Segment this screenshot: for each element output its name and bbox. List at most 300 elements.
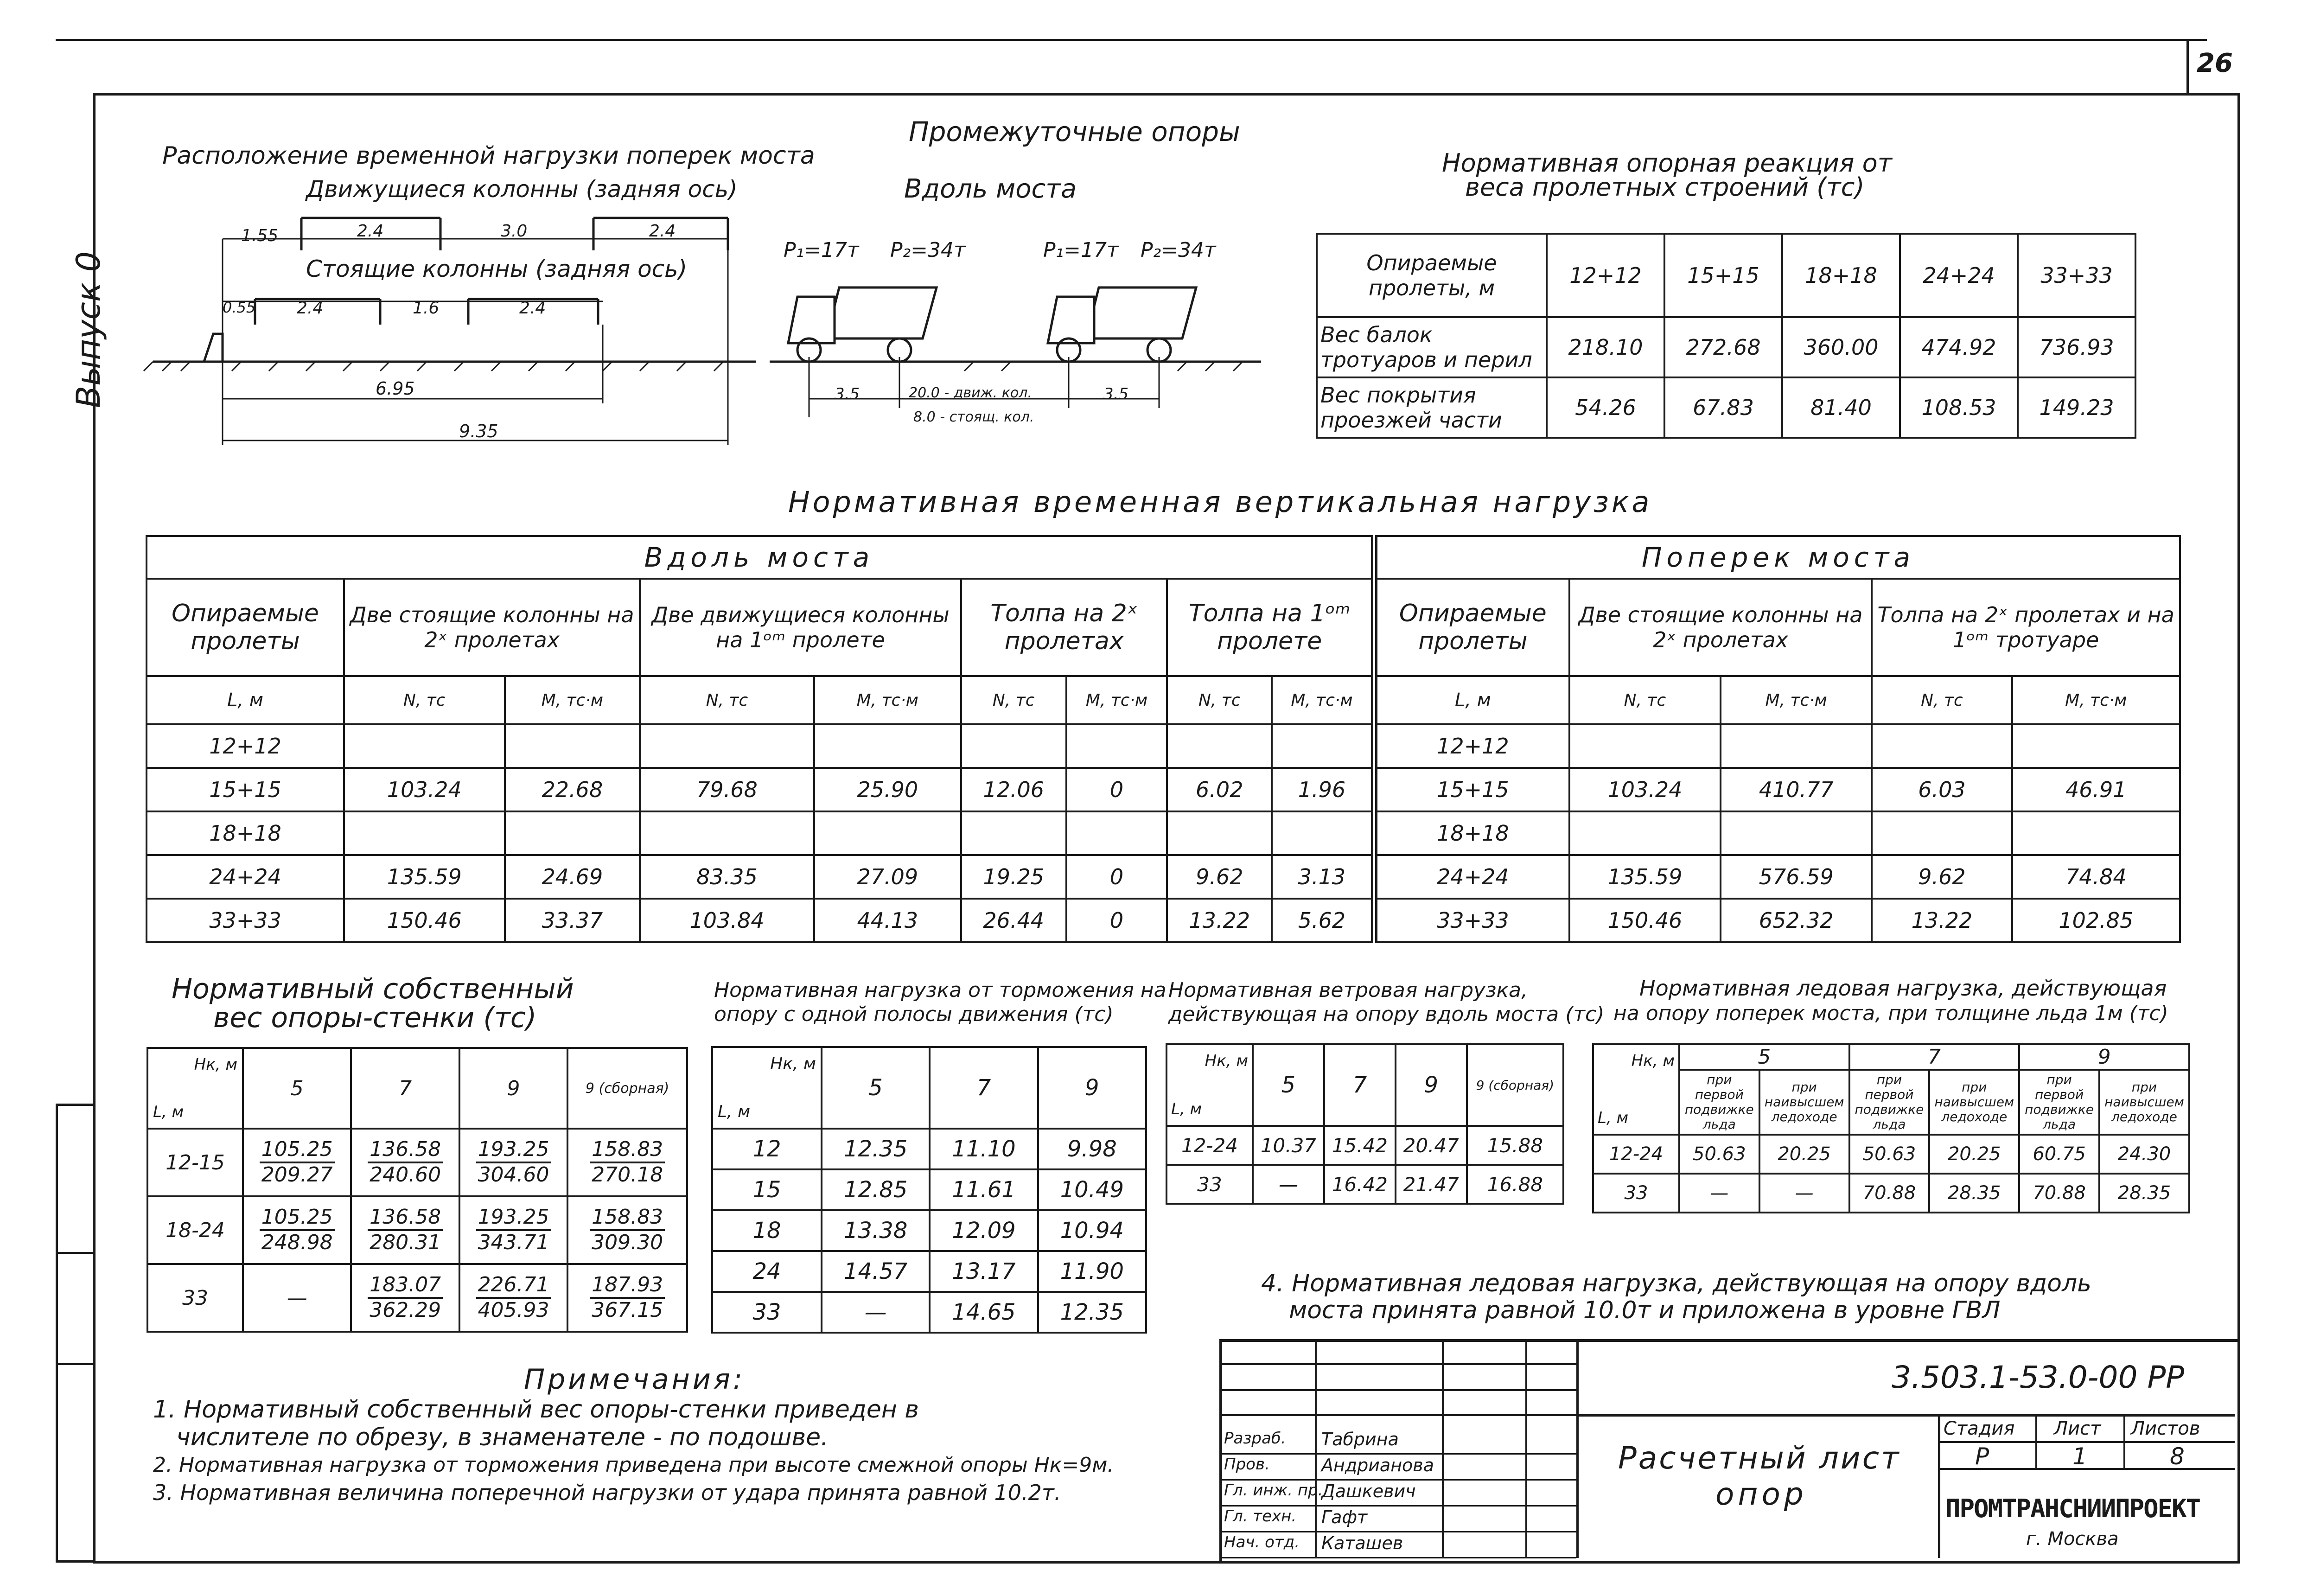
selfw-header: 9 xyxy=(459,1048,567,1129)
stamp-stage-header: Стадия xyxy=(1944,1418,2015,1439)
vload-cell: 18+18 xyxy=(147,811,344,855)
selfw-table xyxy=(147,1047,688,1333)
ice-title-2: на опору поперек моста, при толщине льда 1м (тс) xyxy=(1613,1002,2168,1025)
vload-cell: 26.44 xyxy=(961,899,1066,942)
selfw-numerator: 136.58 xyxy=(368,1138,443,1163)
selfw-numerator: 193.25 xyxy=(476,1138,551,1163)
vload-unit: M, тс·м xyxy=(814,676,961,724)
ice-group: 7 xyxy=(1849,1044,2020,1070)
left-binding-strip xyxy=(56,1104,95,1563)
reaction-header-cell: 12+12 xyxy=(1547,234,1664,317)
vload-cell: 6.03 xyxy=(1872,768,2012,811)
ice-cell: 50.63 xyxy=(1679,1135,1759,1174)
vload-cell: 102.85 xyxy=(2012,899,2180,942)
brake-corner-bottom: L, м xyxy=(718,1102,751,1121)
vload-group: Толпа на 2ˣ пролетах xyxy=(961,579,1167,676)
brake-cell: 13.17 xyxy=(930,1251,1038,1292)
selfw-corner xyxy=(147,1048,243,1129)
vload-cell: 13.22 xyxy=(1167,899,1272,942)
vload-cell: 33+33 xyxy=(147,899,344,942)
load-p1b: P₁=17т xyxy=(1043,238,1119,262)
dim-top-1: 1.55 xyxy=(241,226,279,245)
title-block-hline xyxy=(1219,1414,1576,1416)
scheme-across-title: Расположение временной нагрузки поперек моста xyxy=(162,142,815,170)
brake-cell: 15 xyxy=(712,1169,822,1210)
brake-cell: 24 xyxy=(712,1251,822,1292)
selfw-fraction xyxy=(590,1273,665,1322)
stamp-role: Нач. отд. xyxy=(1224,1533,1300,1551)
selfw-fraction xyxy=(368,1206,443,1254)
stamp-grid-lines xyxy=(1219,1363,1576,1365)
vload-cell xyxy=(1272,811,1374,855)
table-row xyxy=(147,811,2180,855)
vload-cell: 0 xyxy=(1066,855,1167,899)
wind-cell: 33 xyxy=(1166,1165,1253,1204)
reaction-cell: 149.23 xyxy=(2018,377,2135,438)
vload-cell xyxy=(1167,724,1272,768)
reaction-cell: 360.00 xyxy=(1782,317,1900,377)
vload-cell xyxy=(640,724,814,768)
brake-cell: 9.98 xyxy=(1038,1129,1146,1169)
vload-cell: 9.62 xyxy=(1872,855,2012,899)
brake-cell: 12.85 xyxy=(822,1169,930,1210)
vload-cell: 410.77 xyxy=(1721,768,1872,811)
vload-cell xyxy=(814,811,961,855)
selfw-cell xyxy=(243,1264,351,1332)
title-block-vline xyxy=(2123,1414,2125,1468)
selfw-value: — xyxy=(287,1286,307,1310)
selfw-cell xyxy=(351,1264,459,1332)
reaction-header-cell: 33+33 xyxy=(2018,234,2135,317)
vload-group: Две стоящие колонны на 2ˣ пролетах xyxy=(344,579,640,676)
dim-top-2: 2.4 xyxy=(357,222,384,241)
vload-cell xyxy=(2012,811,2180,855)
selfw-corner-top: Hк, м xyxy=(194,1055,237,1074)
selfw-fraction xyxy=(590,1206,665,1254)
vload-cell: 103.84 xyxy=(640,899,814,942)
reaction-cell: 67.83 xyxy=(1664,377,1782,438)
stamp-sheet-header: Лист xyxy=(2054,1418,2101,1439)
ice-corner-top: Hк, м xyxy=(1631,1052,1675,1070)
wind-table xyxy=(1166,1043,1564,1205)
wind-cell: 21.47 xyxy=(1396,1165,1467,1204)
vload-cell: 12+12 xyxy=(1374,724,1569,768)
vload-cell: 15+15 xyxy=(1374,768,1569,811)
selfw-denominator: 240.60 xyxy=(370,1163,441,1187)
vload-across-header: Поперек моста xyxy=(1374,536,2180,579)
vload-unit: N, тс xyxy=(640,676,814,724)
selfw-numerator: 187.93 xyxy=(590,1273,665,1299)
selfw-numerator: 183.07 xyxy=(368,1273,443,1299)
vload-cell: 13.22 xyxy=(1872,899,2012,942)
selfw-cell xyxy=(243,1129,351,1196)
selfw-length: 18-24 xyxy=(147,1196,243,1264)
dim-695: 6.95 xyxy=(376,378,415,399)
ice-corner xyxy=(1593,1044,1679,1135)
load-p1a: P₁=17т xyxy=(784,238,859,262)
dim-mid-4: 2.4 xyxy=(519,299,546,318)
reaction-cell: 736.93 xyxy=(2018,317,2135,377)
brake-cell: 12.09 xyxy=(930,1210,1038,1251)
selfw-cell xyxy=(567,1129,687,1196)
vload-cell xyxy=(344,811,505,855)
vload-unit: L, м xyxy=(1374,676,1569,724)
selfw-cell xyxy=(459,1264,567,1332)
stamp-sheet: 1 xyxy=(2072,1443,2087,1470)
reaction-table xyxy=(1316,233,2136,439)
selfw-denominator: 280.31 xyxy=(370,1231,441,1254)
selfw-denominator: 309.30 xyxy=(592,1231,663,1254)
ice-cell: 28.35 xyxy=(1929,1174,2019,1213)
wind-cell: 15.88 xyxy=(1467,1126,1563,1165)
reaction-header-cell: 18+18 xyxy=(1782,234,1900,317)
selfw-cell xyxy=(351,1196,459,1264)
notes-title: Примечания: xyxy=(524,1363,746,1396)
wind-cell: 16.88 xyxy=(1467,1165,1563,1204)
vload-unit: M, тс·м xyxy=(1066,676,1167,724)
selfw-denominator: 304.60 xyxy=(478,1163,549,1187)
vload-cell: 150.46 xyxy=(1569,899,1721,942)
ice-cell: 12-24 xyxy=(1593,1135,1679,1174)
ice-cell: 50.63 xyxy=(1849,1135,1930,1174)
note-4-line-2: моста принята равной 10.0т и приложена в уровне ГВЛ xyxy=(1289,1296,2001,1324)
vload-unit: N, тс xyxy=(344,676,505,724)
ice-sub: при наивысшем ледоходе xyxy=(1759,1070,1849,1135)
vload-unit: N, тс xyxy=(1872,676,2012,724)
selfw-length: 33 xyxy=(147,1264,243,1332)
brake-cell: 11.61 xyxy=(930,1169,1038,1210)
dim-mid-3: 1.6 xyxy=(413,299,440,318)
selfw-cell xyxy=(351,1129,459,1196)
stamp-grid-vline xyxy=(1525,1339,1527,1558)
dim-top-3: 3.0 xyxy=(501,222,528,241)
vload-cell xyxy=(2012,724,2180,768)
table-row xyxy=(147,1129,687,1196)
vload-cell: 0 xyxy=(1066,768,1167,811)
selfw-fraction xyxy=(260,1206,335,1254)
wind-cell: 20.47 xyxy=(1396,1126,1467,1165)
selfw-fraction xyxy=(368,1273,443,1322)
selfw-fraction xyxy=(368,1138,443,1187)
stamp-grid-vline xyxy=(1442,1339,1444,1558)
ice-cell: 70.88 xyxy=(2019,1174,2099,1213)
vload-unit: L, м xyxy=(147,676,344,724)
vload-group: Опираемые пролеты xyxy=(1374,579,1569,676)
vload-cell: 652.32 xyxy=(1721,899,1872,942)
table-row xyxy=(712,1169,1146,1210)
vload-cell xyxy=(1569,724,1721,768)
brake-cell: 11.90 xyxy=(1038,1251,1146,1292)
side-label: Выпуск 0 xyxy=(70,251,108,408)
top-rule xyxy=(56,39,2207,41)
brake-cell: 12.35 xyxy=(822,1129,930,1169)
vload-cell: 135.59 xyxy=(1569,855,1721,899)
reaction-cell: 108.53 xyxy=(1900,377,2018,438)
dim-mid-1: 0.55 xyxy=(223,299,256,316)
dim-top-4: 2.4 xyxy=(649,222,676,241)
selfw-numerator: 136.58 xyxy=(368,1206,443,1231)
table-row xyxy=(1593,1135,2189,1174)
dim-20: 20.0 - движ. кол. xyxy=(909,385,1032,401)
vload-cell: 135.59 xyxy=(344,855,505,899)
title-block-hline xyxy=(1576,1414,2235,1417)
left-binding-line xyxy=(56,1363,93,1365)
vload-cell: 27.09 xyxy=(814,855,961,899)
brake-corner-top: Hк, м xyxy=(770,1054,816,1073)
vload-unit: M, тс·м xyxy=(505,676,640,724)
scheme-along-title: Вдоль моста xyxy=(904,174,1077,204)
selfw-fraction xyxy=(260,1138,335,1187)
wind-header: 9 (сборная) xyxy=(1467,1044,1563,1126)
table-row xyxy=(147,855,2180,899)
reaction-cell: 272.68 xyxy=(1664,317,1782,377)
table-row xyxy=(147,768,2180,811)
table-row xyxy=(1166,1165,1563,1204)
stamp-row-line xyxy=(1219,1505,1576,1507)
ice-corner-bottom: L, м xyxy=(1598,1109,1629,1127)
note-1b: числителе по обрезу, в знаменателе - по подошве. xyxy=(176,1424,829,1451)
vload-cell: 0 xyxy=(1066,899,1167,942)
vload-cell: 18+18 xyxy=(1374,811,1569,855)
brake-cell: 14.57 xyxy=(822,1251,930,1292)
vload-cell xyxy=(961,811,1066,855)
selfw-numerator: 158.83 xyxy=(590,1138,665,1163)
stamp-sheets-header: Листов xyxy=(2131,1418,2200,1439)
vload-cell xyxy=(1272,724,1374,768)
brake-cell: 12.35 xyxy=(1038,1292,1146,1333)
note-4-line-1: 4. Нормативная ледовая нагрузка, действующая на опору вдоль xyxy=(1261,1270,2091,1297)
selfw-cell xyxy=(567,1264,687,1332)
stamp-row-line xyxy=(1219,1531,1576,1532)
brake-cell: 10.94 xyxy=(1038,1210,1146,1251)
brake-header: 9 xyxy=(1038,1047,1146,1129)
selfw-numerator: 105.25 xyxy=(260,1206,335,1231)
vload-cell xyxy=(1066,724,1167,768)
vload-cell xyxy=(1721,724,1872,768)
selfw-fraction xyxy=(476,1138,551,1187)
wind-cell: 12-24 xyxy=(1166,1126,1253,1165)
brake-cell: 10.49 xyxy=(1038,1169,1146,1210)
vload-cell: 46.91 xyxy=(2012,768,2180,811)
selfw-cell xyxy=(243,1196,351,1264)
stamp-row-line xyxy=(1219,1453,1576,1455)
vload-group: Две движущиеся колонны на 1ᵒᵐ пролете xyxy=(640,579,961,676)
vload-cell: 5.62 xyxy=(1272,899,1374,942)
vload-cell: 3.13 xyxy=(1272,855,1374,899)
reaction-cell: 218.10 xyxy=(1547,317,1664,377)
table-row xyxy=(147,899,2180,942)
brake-corner xyxy=(712,1047,822,1129)
stamp-sheets: 8 xyxy=(2170,1443,2185,1470)
vload-cell xyxy=(640,811,814,855)
stamp-name: Андрианова xyxy=(1321,1455,1434,1475)
selfw-header: 7 xyxy=(351,1048,459,1129)
reaction-row-label: Вес покрытия проезжей части xyxy=(1317,377,1547,438)
selfw-numerator: 158.83 xyxy=(590,1206,665,1231)
brake-title-2: опору с одной полосы движения (тс) xyxy=(714,1002,1114,1026)
brake-cell: 11.10 xyxy=(930,1129,1038,1169)
selfw-cell xyxy=(459,1129,567,1196)
vload-cell xyxy=(505,811,640,855)
vload-title: Нормативная временная вертикальная нагрузка xyxy=(788,485,1652,519)
vload-cell: 150.46 xyxy=(344,899,505,942)
wind-cell: 16.42 xyxy=(1324,1165,1396,1204)
table-row xyxy=(712,1210,1146,1251)
ice-sub: при первой подвижке льда xyxy=(1679,1070,1759,1135)
stamp-name: Каташев xyxy=(1321,1533,1403,1553)
title-block-divider xyxy=(1576,1339,1579,1558)
ice-cell: — xyxy=(1759,1174,1849,1213)
vload-cell xyxy=(1721,811,1872,855)
wind-header: 7 xyxy=(1324,1044,1396,1126)
stamp-name: Гафт xyxy=(1321,1507,1368,1527)
vload-along-header: Вдоль моста xyxy=(147,536,1374,579)
vload-cell: 12.06 xyxy=(961,768,1066,811)
stamp-name: Дашкевич xyxy=(1321,1481,1416,1501)
reaction-row-label: Вес балок тротуаров и перил xyxy=(1317,317,1547,377)
vload-cell: 6.02 xyxy=(1167,768,1272,811)
ice-title-1: Нормативная ледовая нагрузка, действующая xyxy=(1639,976,2167,1001)
brake-header: 5 xyxy=(822,1047,930,1129)
vload-cell xyxy=(1066,811,1167,855)
dim-35a: 3.5 xyxy=(835,385,860,403)
vload-cell: 33.37 xyxy=(505,899,640,942)
selfw-numerator: 193.25 xyxy=(476,1206,551,1231)
table-row xyxy=(147,1264,687,1332)
table-row xyxy=(712,1129,1146,1169)
selfw-denominator: 362.29 xyxy=(370,1298,441,1322)
stamp-role: Гл. инж. пр. xyxy=(1224,1481,1323,1500)
vload-cell: 33+33 xyxy=(1374,899,1569,942)
wind-header: 9 xyxy=(1396,1044,1467,1126)
table-row xyxy=(712,1251,1146,1292)
brake-title-1: Нормативная нагрузка от торможения на xyxy=(714,978,1166,1002)
vload-cell: 79.68 xyxy=(640,768,814,811)
doc-code: 3.503.1-53.0-00 РР xyxy=(1892,1360,2185,1395)
load-p2b: P₂=34т xyxy=(1141,238,1216,262)
reaction-cell: 81.40 xyxy=(1782,377,1900,438)
selfw-header: 5 xyxy=(243,1048,351,1129)
selfw-denominator: 270.18 xyxy=(592,1163,663,1187)
ice-sub: при первой подвижке льда xyxy=(1849,1070,1930,1135)
wind-cell: 15.42 xyxy=(1324,1126,1396,1165)
ice-cell: 70.88 xyxy=(1849,1174,1930,1213)
selfw-denominator: 343.71 xyxy=(478,1231,549,1254)
title-block-vline xyxy=(2035,1414,2037,1468)
vload-cell: 22.68 xyxy=(505,768,640,811)
ice-cell: 33 xyxy=(1593,1174,1679,1213)
vload-cell: 15+15 xyxy=(147,768,344,811)
selfw-title-1: Нормативный собственный xyxy=(172,973,574,1005)
wind-title-2: действующая на опору вдоль моста (тс) xyxy=(1168,1002,1605,1026)
reaction-header-cell: 24+24 xyxy=(1900,234,2018,317)
vload-cell xyxy=(1872,724,2012,768)
wind-title-1: Нормативная ветровая нагрузка, xyxy=(1168,978,1528,1002)
dim-935: 9.35 xyxy=(459,421,498,441)
stamp-row-line xyxy=(1219,1557,1576,1558)
wind-corner xyxy=(1166,1044,1253,1126)
vload-cell xyxy=(1569,811,1721,855)
wind-corner-bottom: L, м xyxy=(1171,1100,1202,1118)
table-row xyxy=(147,724,2180,768)
vload-unit: M, тс·м xyxy=(2012,676,2180,724)
vload-unit: N, тс xyxy=(961,676,1066,724)
reaction-header-cell: 15+15 xyxy=(1664,234,1782,317)
vload-cell xyxy=(1872,811,2012,855)
table-row xyxy=(712,1292,1146,1333)
reaction-cell: 474.92 xyxy=(1900,317,2018,377)
vload-cell: 24+24 xyxy=(147,855,344,899)
load-p2a: P₂=34т xyxy=(890,238,966,262)
page-title: Промежуточные опоры xyxy=(909,116,1240,147)
vload-cell: 19.25 xyxy=(961,855,1066,899)
selfw-numerator: 226.71 xyxy=(476,1273,551,1299)
reaction-cell: 54.26 xyxy=(1547,377,1664,438)
vload-cell: 1.96 xyxy=(1272,768,1374,811)
vload-table xyxy=(146,535,2181,943)
ice-cell: 28.35 xyxy=(2099,1174,2189,1213)
left-binding-line xyxy=(56,1252,93,1254)
wind-corner-top: Hк, м xyxy=(1205,1052,1248,1070)
vload-cell: 25.90 xyxy=(814,768,961,811)
ice-cell: 24.30 xyxy=(2099,1135,2189,1174)
selfw-denominator: 248.98 xyxy=(261,1231,333,1254)
dim-35b: 3.5 xyxy=(1103,385,1129,403)
vload-cell: 74.84 xyxy=(2012,855,2180,899)
vload-cell: 12+12 xyxy=(147,724,344,768)
vload-unit: N, тс xyxy=(1569,676,1721,724)
brake-header: 7 xyxy=(930,1047,1038,1129)
vload-cell xyxy=(505,724,640,768)
vload-cell: 9.62 xyxy=(1167,855,1272,899)
stamp-stage: Р xyxy=(1975,1443,1989,1470)
note-1a: 1. Нормативный собственный вес опоры-стенки приведен в xyxy=(153,1396,919,1424)
selfw-corner-bottom: L, м xyxy=(153,1103,184,1121)
reaction-title-1: Нормативная опорная реакция от xyxy=(1442,148,1893,178)
title-block-vline xyxy=(1938,1414,1940,1558)
selfw-denominator: 367.15 xyxy=(592,1298,663,1322)
vload-unit: M, тс·м xyxy=(1721,676,1872,724)
dim-80: 8.0 - стоящ. кол. xyxy=(913,409,1034,425)
vload-cell xyxy=(1167,811,1272,855)
selfw-cell xyxy=(459,1196,567,1264)
stamp-role: Пров. xyxy=(1224,1455,1270,1474)
brake-cell: — xyxy=(822,1292,930,1333)
vload-unit: M, тс·м xyxy=(1272,676,1374,724)
stamp-grid-vline xyxy=(1315,1339,1317,1558)
sheet-title-1: Расчетный лист xyxy=(1618,1440,1901,1476)
selfw-numerator: 105.25 xyxy=(260,1138,335,1163)
vload-cell: 576.59 xyxy=(1721,855,1872,899)
vload-cell xyxy=(961,724,1066,768)
ice-sub: при первой подвижке льда xyxy=(2019,1070,2099,1135)
ice-sub: при наивысшем ледоходе xyxy=(1929,1070,2019,1135)
table-row xyxy=(147,1196,687,1264)
selfw-header: 9 (сборная) xyxy=(567,1048,687,1129)
vload-group: Толпа на 1ᵒᵐ пролете xyxy=(1167,579,1374,676)
stamp-row-line xyxy=(1219,1479,1576,1481)
vload-cell: 103.24 xyxy=(344,768,505,811)
vload-cell: 44.13 xyxy=(814,899,961,942)
vload-group: Две стоящие колонны на 2ˣ пролетах xyxy=(1569,579,1872,676)
ice-sub: при наивысшем ледоходе xyxy=(2099,1070,2189,1135)
wind-cell: — xyxy=(1253,1165,1324,1204)
ice-cell: 20.25 xyxy=(1929,1135,2019,1174)
sheet-title-2: опор xyxy=(1715,1476,1807,1512)
vload-cell xyxy=(814,724,961,768)
scheme-moving-title: Движущиеся колонны (задняя ось) xyxy=(306,176,738,203)
ice-group: 9 xyxy=(2019,1044,2189,1070)
